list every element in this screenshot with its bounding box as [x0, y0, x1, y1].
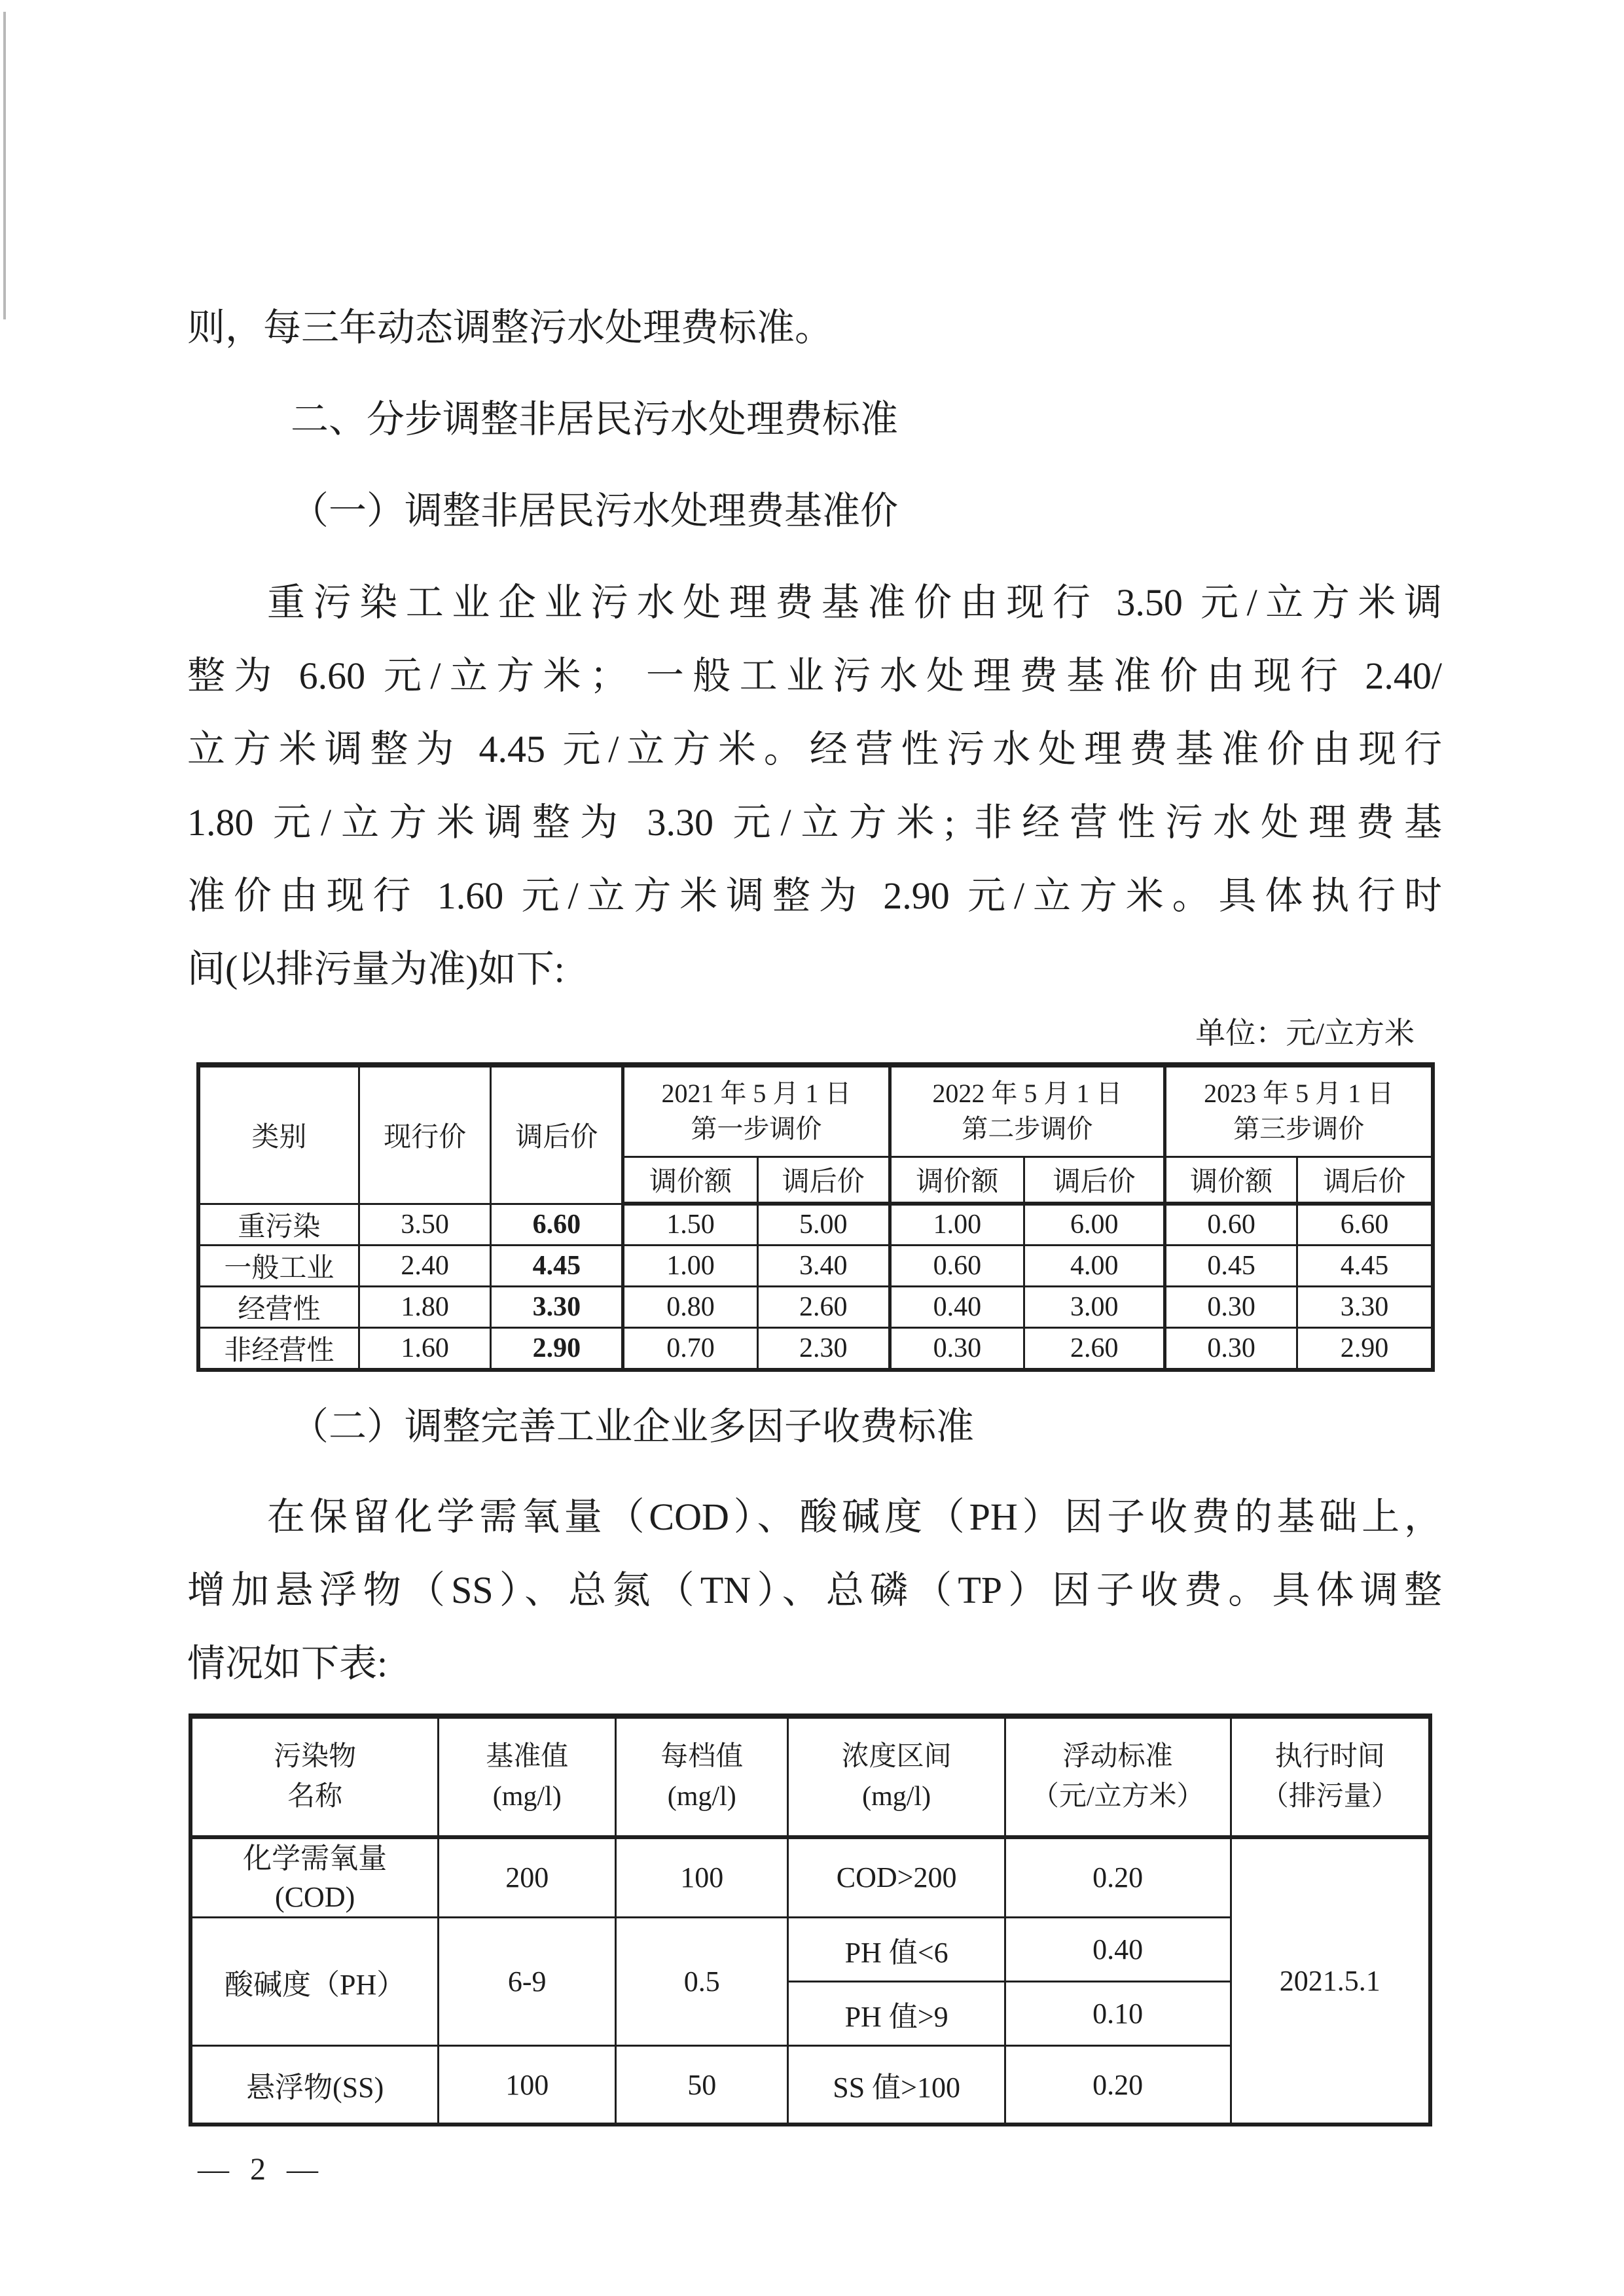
- cell: 3.30: [491, 1286, 623, 1327]
- step3-name: 第三步调价: [1233, 1114, 1365, 1144]
- cell: 0.30: [1165, 1286, 1297, 1327]
- cell: 2.30: [757, 1327, 890, 1370]
- header-line: 名称: [287, 1781, 343, 1812]
- cell: 0.60: [1165, 1204, 1297, 1245]
- cell: 3.50: [359, 1204, 491, 1245]
- cell: 200: [439, 1837, 616, 1918]
- cell: 1.00: [623, 1245, 758, 1286]
- cell: 6.60: [1297, 1204, 1433, 1245]
- col-header-step2: [890, 1065, 1165, 1157]
- col-header-step3: [1165, 1065, 1433, 1157]
- subheader-adjust-amount: 调价额: [1165, 1157, 1297, 1204]
- cell: 0.5: [616, 1918, 788, 2046]
- multi-factor-fee-table: [189, 1713, 1432, 2126]
- paragraph-base-price: [187, 566, 1442, 1006]
- paragraph-dynamic-adjust: 则，每三年动态调整污水处理费标准。: [187, 306, 833, 349]
- paragraph-line: 增加悬浮物（SS）、总氮（TN）、总磷（TP）因子收费。具体调整: [187, 1568, 1442, 1611]
- col-header-floating-standard: [1005, 1716, 1231, 1837]
- page-number: — 2 —: [198, 2151, 325, 2187]
- subheader-adjust-amount: 调价额: [623, 1157, 758, 1204]
- cell: 0.45: [1165, 1245, 1297, 1286]
- cell: 2.60: [1024, 1327, 1165, 1370]
- cell: 100: [616, 1837, 788, 1918]
- header-line: 基准值: [486, 1741, 569, 1772]
- cell: 2.90: [1297, 1327, 1433, 1370]
- row-label: 经营性: [198, 1286, 359, 1327]
- table-row: [198, 1245, 1433, 1286]
- table1-unit-label: 单位：元/立方米: [1195, 1016, 1415, 1050]
- col-header-execute-time: [1231, 1716, 1430, 1837]
- cell: 2.40: [359, 1245, 491, 1286]
- header-line: (mg/l): [862, 1781, 931, 1812]
- subheader-adjusted-price: 调后价: [757, 1157, 890, 1204]
- table-row: [198, 1286, 1433, 1327]
- cell: 100: [439, 2046, 616, 2125]
- row-label: 悬浮物(SS): [190, 2046, 439, 2125]
- table-row: [198, 1327, 1433, 1370]
- subheader-adjust-amount: 调价额: [890, 1157, 1024, 1204]
- col-header-concentration-range: [788, 1716, 1005, 1837]
- step3-date: 2023 年 5 月 1 日: [1204, 1079, 1394, 1109]
- cell: 1.80: [359, 1286, 491, 1327]
- row-label: 酸碱度（PH）: [190, 1918, 439, 2046]
- cell: 4.00: [1024, 1245, 1165, 1286]
- col-header-current-price: 现行价: [359, 1065, 491, 1204]
- cell: 3.00: [1024, 1286, 1165, 1327]
- header-line: (mg/l): [492, 1781, 562, 1812]
- cell: 6-9: [439, 1918, 616, 2046]
- table-header-row: [198, 1065, 1433, 1157]
- paragraph-line: 在保留化学需氧量（COD）、酸碱度（PH）因子收费的基础上，: [267, 1495, 1442, 1538]
- paragraph-line: 整为 6.60 元/立方米； 一般工业污水处理费基准价由现行 2.40/: [187, 655, 1442, 697]
- cell: 0.30: [890, 1327, 1024, 1370]
- row-label: [190, 1837, 439, 1918]
- col-header-adjusted-price: 调后价: [491, 1065, 623, 1204]
- cell: 0.40: [1005, 1918, 1231, 1982]
- cell: 1.60: [359, 1327, 491, 1370]
- header-line: (mg/l): [667, 1781, 736, 1812]
- paragraph-multi-factor: [187, 1480, 1442, 1700]
- step1-date: 2021 年 5 月 1 日: [661, 1079, 852, 1109]
- cell: 3.30: [1297, 1286, 1433, 1327]
- pollutant-name-line: 化学需氧量: [243, 1842, 388, 1874]
- cell: 0.10: [1005, 1982, 1231, 2046]
- cell: 50: [616, 2046, 788, 2125]
- table-row: [198, 1204, 1433, 1245]
- step1-name: 第一步调价: [691, 1114, 822, 1144]
- cell: 6.60: [491, 1204, 623, 1245]
- col-header-step-value: [616, 1716, 788, 1837]
- cell: 2.90: [491, 1327, 623, 1370]
- cell: 4.45: [1297, 1245, 1433, 1286]
- col-header-base-value: [439, 1716, 616, 1837]
- step2-date: 2022 年 5 月 1 日: [932, 1079, 1123, 1109]
- header-line: 浓度区间: [841, 1741, 952, 1772]
- pollutant-name-line: (COD): [275, 1880, 355, 1913]
- cell: 1.00: [890, 1204, 1024, 1245]
- cell: 6.00: [1024, 1204, 1165, 1245]
- row-label: 非经营性: [198, 1327, 359, 1370]
- cell: SS 值>100: [788, 2046, 1005, 2125]
- table-header-row: [190, 1716, 1430, 1837]
- cell: PH 值<6: [788, 1918, 1005, 1982]
- cell: COD>200: [788, 1837, 1005, 1918]
- subsection-heading-two: （二）调整完善工业企业多因子收费标准: [291, 1405, 975, 1448]
- col-header-category: 类别: [198, 1065, 359, 1204]
- cell: 0.40: [890, 1286, 1024, 1327]
- cell: 0.20: [1005, 2046, 1231, 2125]
- cell: 2.60: [757, 1286, 890, 1327]
- header-line: 每档值: [660, 1741, 744, 1772]
- subheader-adjusted-price: 调后价: [1024, 1157, 1165, 1204]
- subheader-adjusted-price: 调后价: [1297, 1157, 1433, 1204]
- paragraph-line: 1.80 元/立方米调整为 3.30 元/立方米; 非经营性污水处理费基: [187, 801, 1442, 844]
- cell: 4.45: [491, 1245, 623, 1286]
- cell: 0.30: [1165, 1327, 1297, 1370]
- row-label: 重污染: [198, 1204, 359, 1245]
- cell: 5.00: [757, 1204, 890, 1245]
- cell-execute-time: 2021.5.1: [1231, 1837, 1430, 2125]
- cell: 0.60: [890, 1245, 1024, 1286]
- cell: 1.50: [623, 1204, 758, 1245]
- subsection-heading-one: （一）调整非居民污水处理费基准价: [291, 490, 899, 532]
- paragraph-line: 重污染工业企业污水处理费基准价由现行 3.50 元/立方米调: [267, 581, 1442, 624]
- paragraph-line: 准价由现行 1.60 元/立方米调整为 2.90 元/立方米。具体执行时: [187, 874, 1442, 917]
- header-line: 浮动标准: [1062, 1741, 1173, 1772]
- paragraph-line: 立方米调整为 4.45 元/立方米。经营性污水处理费基准价由现行: [187, 728, 1442, 770]
- header-line: 污染物: [274, 1741, 357, 1772]
- header-line: （排污量）: [1261, 1781, 1399, 1812]
- header-line: （元/立方米）: [1031, 1781, 1204, 1812]
- table-row-cod: [190, 1837, 1430, 1918]
- price-adjustment-table: [196, 1062, 1435, 1372]
- cell: 0.20: [1005, 1837, 1231, 1918]
- cell: PH 值>9: [788, 1982, 1005, 2046]
- cell: 0.80: [623, 1286, 758, 1327]
- section-heading-two: 二、分步调整非居民污水处理费标准: [291, 398, 899, 440]
- header-line: 执行时间: [1274, 1741, 1385, 1772]
- cell: 3.40: [757, 1245, 890, 1286]
- paragraph-line: 间(以排污量为准)如下:: [187, 948, 565, 990]
- paragraph-line: 情况如下表:: [187, 1641, 388, 1685]
- col-header-pollutant-name: [190, 1716, 439, 1837]
- row-label: 一般工业: [198, 1245, 359, 1286]
- cell: 0.70: [623, 1327, 758, 1370]
- col-header-step1: [623, 1065, 890, 1157]
- step2-name: 第二步调价: [962, 1114, 1093, 1144]
- scan-artifact-line: [3, 12, 6, 319]
